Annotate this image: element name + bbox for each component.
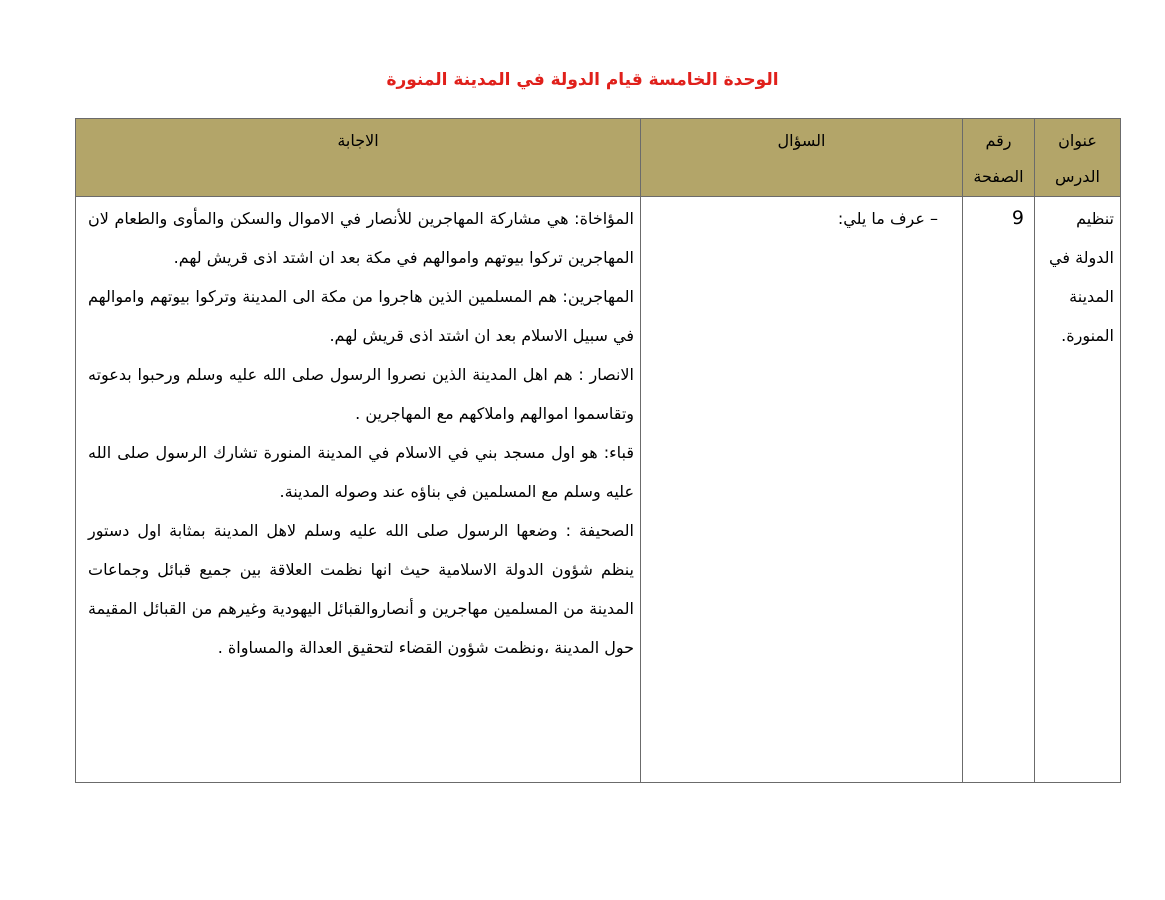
- header-answer-label: الاجابة: [337, 131, 379, 150]
- lesson-title-cell: [1035, 197, 1121, 783]
- page-title: الوحدة الخامسة قيام الدولة في المدينة المنورة: [386, 70, 779, 90]
- header-lesson-title-label: عنوان الدرس: [1055, 131, 1100, 186]
- header-page-number-label: رقم الصفحة: [973, 131, 1024, 186]
- lesson-title-lines: [1039, 199, 1114, 355]
- answer-definition-quba: قباء: هو اول مسجد بني في الاسلام في المدينة المنورة تشارك الرسول صلى الله عليه وسلم مع المسلمين في بناؤه عند وصوله المدينة.: [88, 443, 634, 501]
- header-page-number: [963, 119, 1035, 197]
- page-number-value: 9: [1011, 207, 1024, 229]
- table-row: [76, 197, 1121, 783]
- table-header-row: [76, 119, 1121, 197]
- answer-cell: [76, 197, 641, 783]
- header-answer: [76, 119, 641, 197]
- question-cell: [641, 197, 963, 783]
- lesson-title-line: المنورة.: [1061, 326, 1114, 345]
- lesson-table: [75, 118, 1121, 783]
- header-question: [641, 119, 963, 197]
- question-text: – عرف ما يلي:: [837, 209, 938, 228]
- header-question-label: السؤال: [777, 131, 826, 150]
- lesson-title-line: تنظيم: [1076, 209, 1114, 228]
- answer-definition-muakhah: المؤاخاة: هي مشاركة المهاجرين للأنصار في الاموال والسكن والمأوى والطعام لان المهاجرين تركوا بيوتهم واموالهم في مكة بعد ان اشتد اذى قريش لهم.: [88, 209, 634, 267]
- lesson-title-line: الدولة في: [1049, 248, 1114, 267]
- answer-definition-ansar: الانصار : هم اهل المدينة الذين نصروا الرسول صلى الله عليه وسلم ورحبوا بدعوته وتقاسموا اموالهم واملاكهم مع المهاجرين .: [88, 365, 634, 423]
- header-lesson-title: [1035, 119, 1121, 197]
- answer-definition-sahifa: الصحيفة : وضعها الرسول صلى الله عليه وسلم لاهل المدينة بمثابة اول دستور ينظم شؤون الدولة الاسلامية حيث انها نظمت العلاقة بين جميع قبائل وجماعات المدينة من المسلمين مهاجرين و أنصاروالقبائل اليهودية وغيرهم من القبائل المقيمة حول المدينة ،ونظمت شؤون القضاء لتحقيق العدالة والمساواة .: [88, 521, 634, 657]
- page-number-cell: [963, 197, 1035, 783]
- answer-definition-muhajireen: المهاجرين: هم المسلمين الذين هاجروا من مكة الى المدينة وتركوا بيوتهم واموالهم في سبيل الاسلام بعد ان اشتد اذى قريش لهم.: [88, 287, 634, 345]
- lesson-title-line: المدينة: [1069, 287, 1114, 306]
